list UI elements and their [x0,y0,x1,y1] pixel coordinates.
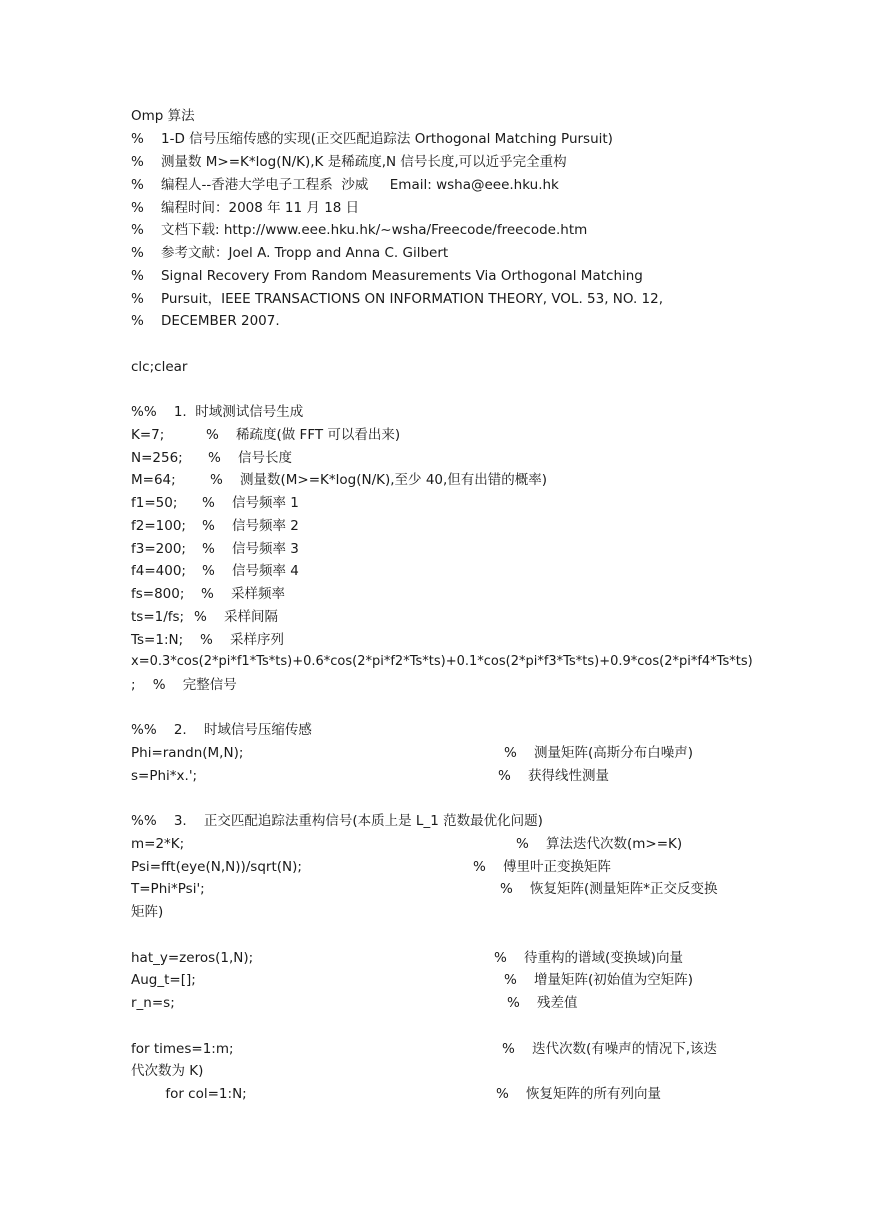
code-line: Phi=randn(M,N); [131,745,244,761]
section-title: %% 3. 正交匹配追踪法重构信号(本质上是 L_1 范数最优化问题) [131,813,543,829]
header-line: % 文档下载: http://www.eee.hku.hk/~wsha/Freecode/freecode.htm [131,222,588,238]
section-title: %% 2. 时域信号压缩传感 [131,722,312,738]
comment: % 傅里叶正变换矩阵 [473,859,611,875]
signal-line-wrap: ; % 完整信号 [131,677,237,693]
comment: % 信号频率 4 [202,563,299,579]
code-line: Aug_t=[]; [131,972,196,988]
comment: % 信号频率 1 [202,495,299,511]
comment: % 采样序列 [200,632,284,648]
doc-title: Omp 算法 [131,108,195,124]
comment: % 采样间隔 [194,609,278,625]
code-line: T=Phi*Psi'; [131,881,205,897]
clc-line: clc;clear [131,359,188,375]
code-line: fs=800; [131,586,185,602]
comment: % 信号长度 [208,450,292,466]
comment: % 待重构的谱域(变换域)向量 [494,950,684,966]
comment: % 测量数(M>=K*log(N/K),至少 40,但有出错的概率) [210,472,548,488]
code-line: r_n=s; [131,995,175,1011]
header-line: % 测量数 M>=K*log(N/K),K 是稀疏度,N 信号长度,可以近乎完全重构 [131,154,567,170]
comment: % 信号频率 2 [202,518,299,534]
header-line: % DECEMBER 2007. [131,313,280,329]
code-line: K=7; [131,427,165,443]
code-line: Ts=1:N; [131,632,184,648]
code-line: f1=50; [131,495,178,511]
comment: % 恢复矩阵的所有列向量 [496,1086,661,1102]
code-line: f2=100; [131,518,186,534]
signal-line: x=0.3*cos(2*pi*f1*Ts*ts)+0.6*cos(2*pi*f2*Ts*ts)+0.1*cos(2*pi*f3*Ts*ts)+0.9*cos(2*pi*f4*Ts*ts) [131,654,753,669]
code-line: N=256; [131,450,183,466]
code-line: hat_y=zeros(1,N); [131,950,254,966]
code-line: for col=1:N; [131,1086,247,1102]
comment-wrap: 矩阵) [131,904,164,920]
comment-wrap: 代次数为 K) [131,1063,204,1079]
comment: % 信号频率 3 [202,541,299,557]
comment: % 残差值 [507,995,578,1011]
header-line: % Signal Recovery From Random Measurements Via Orthogonal Matching [131,268,643,284]
code-line: s=Phi*x.'; [131,768,198,784]
header-line: % 参考文献：Joel A. Tropp and Anna C. Gilbert [131,245,449,261]
code-line: ts=1/fs; [131,609,185,625]
comment: % 恢复矩阵(测量矩阵*正交反变换 [500,881,718,897]
code-line: f4=400; [131,563,186,579]
header-line: % 1-D 信号压缩传感的实现(正交匹配追踪法 Orthogonal Matching Pursuit) [131,131,613,147]
section-title: %% 1. 时域测试信号生成 [131,404,304,420]
code-line: f3=200; [131,541,186,557]
comment: % 迭代次数(有噪声的情况下,该迭 [502,1041,718,1057]
code-line: Psi=fft(eye(N,N))/sqrt(N); [131,859,302,875]
header-line: % Pursuit，IEEE TRANSACTIONS ON INFORMATION THEORY, VOL. 53, NO. 12, [131,291,664,307]
comment: % 获得线性测量 [498,768,609,784]
code-line: for times=1:m; [131,1041,234,1057]
code-line: M=64; [131,472,176,488]
comment: % 增量矩阵(初始值为空矩阵) [504,972,694,988]
code-line: m=2*K; [131,836,185,852]
comment: % 算法迭代次数(m>=K) [516,836,683,852]
comment: % 稀疏度(做 FFT 可以看出来) [206,427,401,443]
header-line: % 编程人--香港大学电子工程系 沙威 Email: wsha@eee.hku.hk [131,177,559,193]
comment: % 采样频率 [201,586,285,602]
comment: % 测量矩阵(高斯分布白噪声) [504,745,694,761]
header-line: % 编程时间：2008 年 11 月 18 日 [131,200,360,216]
